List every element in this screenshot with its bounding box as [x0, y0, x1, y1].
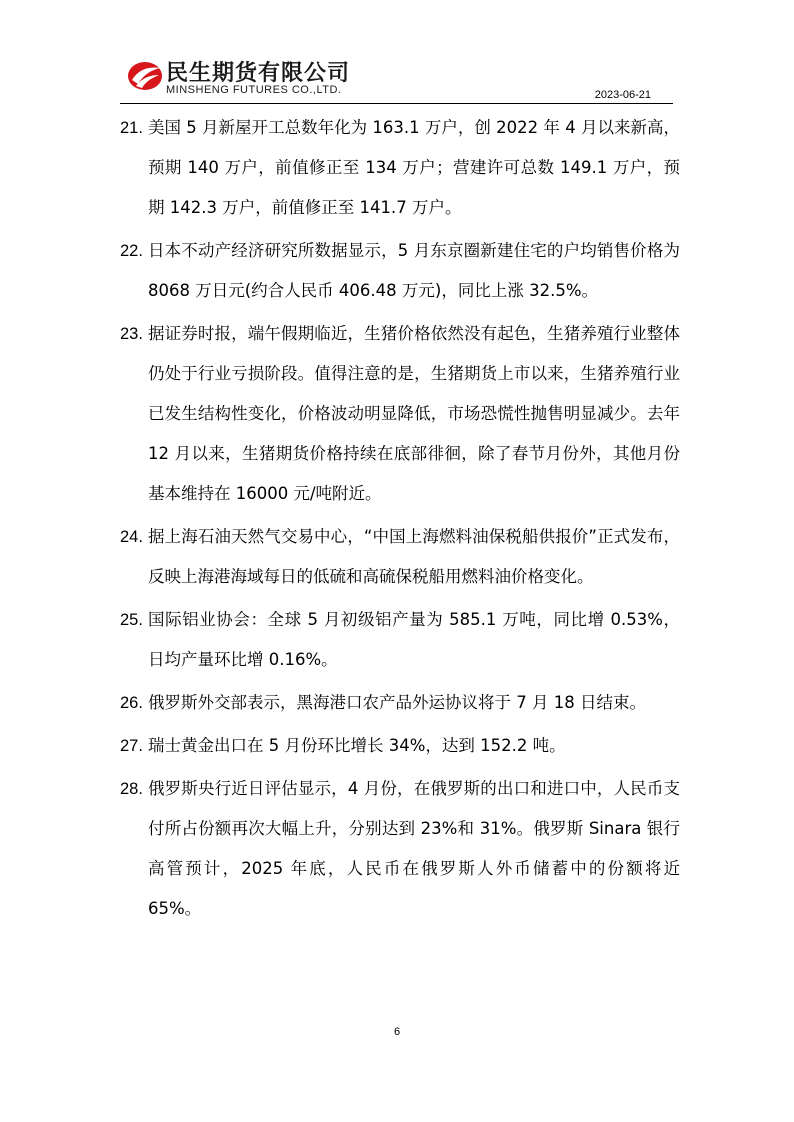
item-text: 国际铝业协会：全球 5 月初级铝产量为 585.1 万吨，同比增 0.53%，日均产量环比增 0.16%。	[148, 610, 680, 669]
item-text: 俄罗斯外交部表示，黑海港口农产品外运协议将于 7 月 18 日结束。	[148, 693, 646, 712]
minsheng-logo-icon	[126, 56, 164, 94]
header-divider	[120, 103, 673, 104]
item-number: 22.	[120, 242, 143, 260]
news-list	[120, 108, 680, 932]
list-item	[120, 517, 680, 597]
item-number: 25.	[120, 611, 143, 629]
item-number: 28.	[120, 780, 143, 798]
list-item	[120, 683, 680, 723]
company-name-cn: 民生期货有限公司	[166, 61, 351, 86]
page-number: 6	[393, 1026, 401, 1038]
list-item	[120, 726, 680, 766]
report-date: 2023-06-21	[594, 89, 651, 101]
list-item	[120, 108, 680, 228]
item-number: 23.	[120, 325, 143, 343]
item-number: 24.	[120, 528, 143, 546]
item-text: 瑞士黄金出口在 5 月份环比增长 34%，达到 152.2 吨。	[148, 736, 566, 755]
item-text: 俄罗斯央行近日评估显示，4 月份，在俄罗斯的出口和进口中，人民币支付所占份额再次大幅上升，分别达到 23%和 31%。俄罗斯 Sinara 银行高管预计，2025 年底，人民币在俄罗斯人外币储蓄中的份额将近 65%。	[148, 779, 680, 918]
page-header	[0, 0, 794, 104]
company-name-en: MINSHENG FUTURES CO.,LTD.	[166, 84, 342, 96]
list-item	[120, 231, 680, 311]
list-item	[120, 600, 680, 680]
list-item	[120, 314, 680, 514]
item-number: 27.	[120, 737, 143, 755]
list-item	[120, 769, 680, 929]
item-number: 21.	[120, 119, 143, 137]
item-text: 美国 5 月新屋开工总数年化为 163.1 万户，创 2022 年 4 月以来新高，预期 140 万户，前值修正至 134 万户；营建许可总数 149.1 万户，预期 142.3 万户，前值修正至 141.7 万户。	[148, 118, 680, 217]
item-number: 26.	[120, 694, 143, 712]
item-text: 日本不动产经济研究所数据显示，5 月东京圈新建住宅的户均销售价格为 8068 万日元(约合人民币 406.48 万元)，同比上涨 32.5%。	[148, 241, 680, 300]
item-text: 据证券时报，端午假期临近，生猪价格依然没有起色，生猪养殖行业整体仍处于行业亏损阶段。值得注意的是，生猪期货上市以来，生猪养殖行业已发生结构性变化，价格波动明显降低，市场恐慌性抛售明显减少。去年 12 月以来，生猪期货价格持续在底部徘徊，除了春节月份外，其他月份基本维持在 16000 元/吨附近。	[148, 324, 680, 503]
item-text: 据上海石油天然气交易中心，“中国上海燃料油保税船供报价”正式发布，反映上海港海域每日的低硫和高硫保税船用燃料油价格变化。	[148, 527, 680, 586]
